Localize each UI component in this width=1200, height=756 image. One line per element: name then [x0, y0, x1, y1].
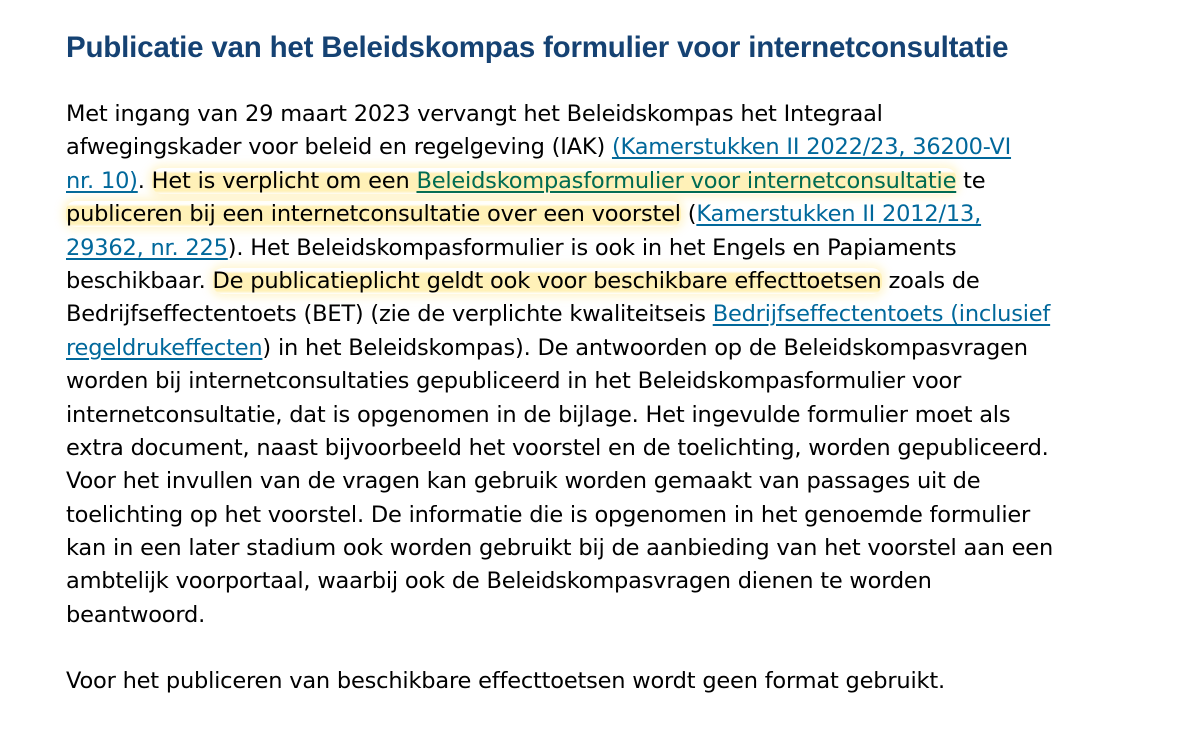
- text-line: publiceren bij een internetconsultatie over een voorstel (Kamerstukken II 2012/13,: [66, 201, 982, 228]
- text-line: Voor het publiceren van beschikbare effecttoetsen wordt geen format gebruikt.: [66, 668, 945, 695]
- link-kamerstukken-2012-continued[interactable]: 29362, nr. 225: [66, 234, 228, 261]
- body-paragraph-1: [66, 98, 1166, 632]
- text-line: extra document, naast bijvoorbeeld het voorstel en de toelichting, worden gepubliceerd.: [66, 434, 1049, 461]
- link-bedrijfseffectentoets[interactable]: Bedrijfseffectentoets (inclusief: [712, 301, 1051, 328]
- link-beleidskompasformulier[interactable]: Beleidskompasformulier voor internetconsultatie: [416, 167, 957, 194]
- highlight-obligation-continued: publiceren bij een internetconsultatie over een voorstel: [66, 201, 681, 228]
- body-paragraph-2: [66, 665, 1166, 698]
- page-title: Publicatie van het Beleidskompas formulier voor internetconsultatie: [66, 31, 1009, 64]
- text-line: beschikbaar. De publicatieplicht geldt ook voor beschikbare effecttoetsen zoals de: [66, 267, 980, 294]
- link-kamerstukken-2012[interactable]: Kamerstukken II 2012/13,: [696, 201, 982, 228]
- link-bedrijfseffectentoets-continued[interactable]: regeldrukeffecten: [66, 334, 263, 361]
- text-line: Bedrijfseffectentoets (BET) (zie de verplichte kwaliteitseis Bedrijfseffectentoets (inclusief: [66, 301, 1051, 328]
- text-line: 29362, nr. 225). Het Beleidskompasformulier is ook in het Engels en Papiaments: [66, 234, 957, 261]
- text-line: toelichting op het voorstel. De informatie die is opgenomen in het genoemde formulier: [66, 501, 1031, 528]
- text-line: regeldrukeffecten) in het Beleidskompas). De antwoorden op de Beleidskompasvragen: [66, 334, 1028, 361]
- link-kamerstukken-2022[interactable]: (Kamerstukken II 2022/23, 36200-VI: [611, 134, 1012, 161]
- link-kamerstukken-2022-continued[interactable]: nr. 10): [66, 167, 138, 194]
- highlight-publication-duty: De publicatieplicht geldt ook voor beschikbare effecttoetsen: [212, 267, 882, 294]
- text-line: Met ingang van 29 maart 2023 vervangt het Beleidskompas het Integraal: [66, 101, 883, 127]
- text-line: afwegingskader voor beleid en regelgeving (IAK) (Kamerstukken II 2022/23, 36200-VI: [66, 134, 1012, 161]
- text-line: Voor het invullen van de vragen kan gebruik worden gemaakt van passages uit de: [66, 468, 981, 495]
- text-line: nr. 10). Het is verplicht om een Beleidskompasformulier voor internetconsultatie te: [66, 167, 986, 194]
- highlight-obligation: Het is verplicht om een Beleidskompasformulier voor internetconsultatie: [151, 167, 957, 194]
- text-line: kan in een later stadium ook worden gebruikt bij de aanbieding van het voorstel aan een: [66, 535, 1054, 562]
- text-line: beantwoord.: [66, 601, 206, 628]
- text-line: ambtelijk voorportaal, waarbij ook de Beleidskompasvragen dienen te worden: [66, 568, 932, 595]
- text-line: worden bij internetconsultaties gepubliceerd in het Beleidskompasformulier voor: [66, 368, 962, 395]
- text-line: internetconsultatie, dat is opgenomen in de bijlage. Het ingevulde formulier moet als: [66, 401, 1011, 428]
